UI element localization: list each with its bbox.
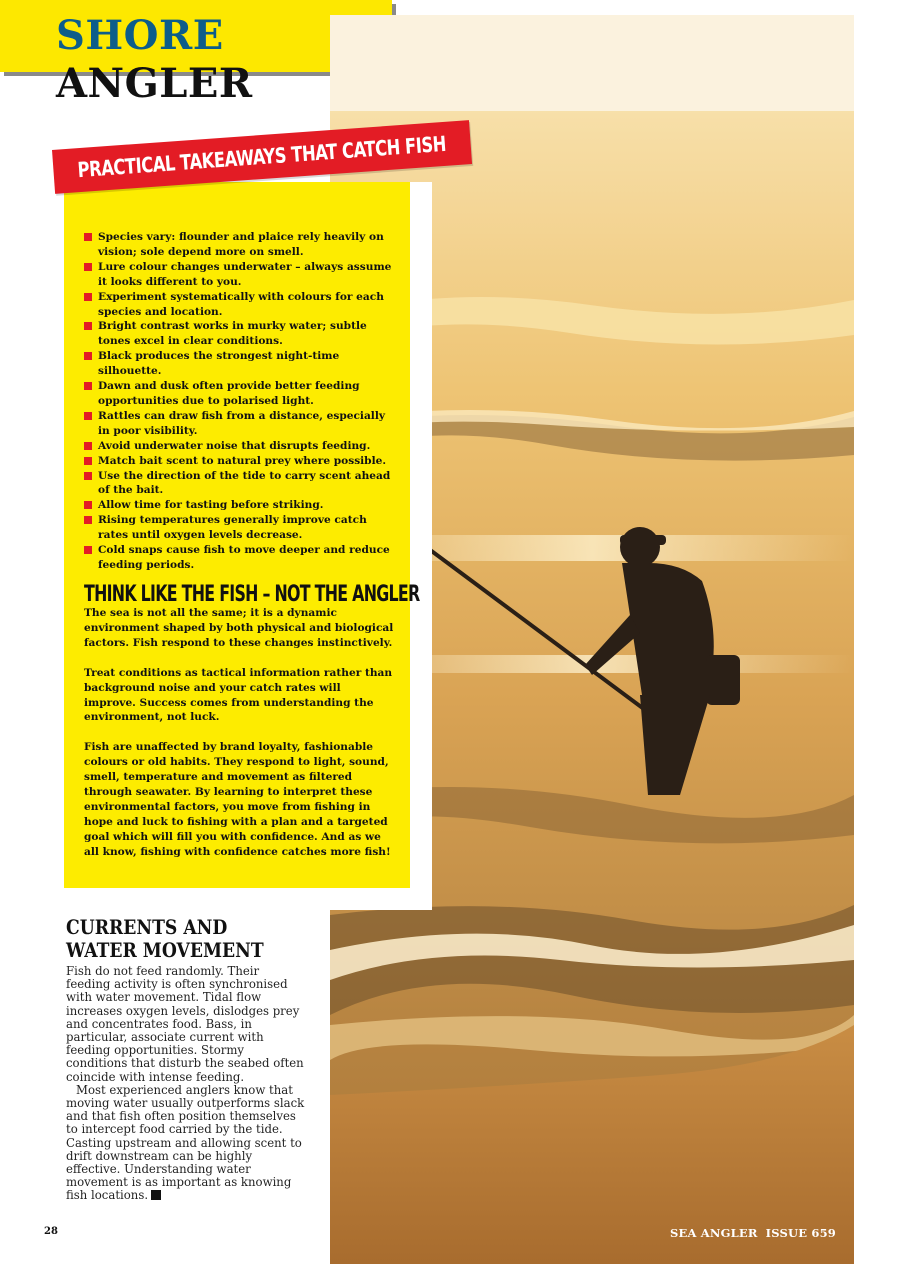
- ribbon-label: PRACTICAL TAKEAWAYS THAT CATCH FISH: [77, 131, 448, 183]
- takeaway-item: Bright contrast works in murky water; subtle tones excel in clear conditions.: [84, 319, 394, 349]
- currents-paragraph: Fish do not feed randomly. Their feeding activity is often synchronised with water movement. Tidal flow increases oxygen levels, dislodges prey and concentrates food. Bass, in particular, associate current with feeding opportunities. Stormy conditions that disturb the seabed often coincide with intense feeding.: [66, 964, 304, 1084]
- currents-paragraph: Most experienced anglers know that moving water usually outperforms slack and that fish often position themselves to intercept food carried by the tide. Casting upstream and allowing scent to drift downstream can be highly effective. Understanding water movement is as important as knowing fish locations.: [66, 1082, 305, 1203]
- think-paragraph: Fish are unaffected by brand loyalty, fashionable colours or old habits. They respond to light, sound, smell, temperature and movement as filtered through seawater. By learning to interpret these environmental factors, you move from fishing in hope and luck to fishing with a plan and a targeted goal which will fill you with confidence. And as we all know, fishing with confidence catches more fish!: [84, 741, 391, 858]
- takeaway-item: Experiment systematically with colours for each species and location.: [84, 290, 394, 320]
- bullet-square-icon: [84, 472, 92, 480]
- takeaway-item: Cold snaps cause fish to move deeper and reduce feeding periods.: [84, 543, 394, 573]
- takeaway-item: Allow time for tasting before striking.: [84, 498, 394, 513]
- footer-issue: ISSUE 659: [765, 1226, 836, 1240]
- bullet-square-icon: [84, 412, 92, 420]
- takeaway-item: Species vary: flounder and plaice rely heavily on vision; sole depend more on smell.: [84, 230, 394, 260]
- takeaway-item: Lure colour changes underwater – always assume it looks different to you.: [84, 260, 394, 290]
- page-number: 28: [44, 1226, 58, 1237]
- takeaway-item: Match bait scent to natural prey where possible.: [84, 454, 394, 469]
- bullet-square-icon: [84, 352, 92, 360]
- currents-heading-line2: WATER MOVEMENT: [66, 938, 264, 962]
- section-title-word1: SHORE: [56, 12, 224, 59]
- takeaway-item: Avoid underwater noise that disrupts feeding.: [84, 439, 394, 454]
- bullet-square-icon: [84, 293, 92, 301]
- magazine-footer: [662, 1226, 836, 1240]
- takeaway-item: Use the direction of the tide to carry scent ahead of the bait.: [84, 469, 394, 499]
- bullet-square-icon: [84, 382, 92, 390]
- think-body: [84, 606, 394, 875]
- currents-heading: [66, 916, 307, 962]
- takeaway-item: Rising temperatures generally improve catch rates until oxygen levels decrease.: [84, 513, 394, 543]
- bullet-square-icon: [84, 233, 92, 241]
- bullet-square-icon: [84, 322, 92, 330]
- footer-magazine: SEA ANGLER: [669, 1226, 758, 1240]
- takeaway-item: Dawn and dusk often provide better feeding opportunities due to polarised light.: [84, 379, 394, 409]
- bullet-square-icon: [84, 516, 92, 524]
- takeaways-list: [84, 230, 394, 573]
- takeaway-item: Black produces the strongest night-time silhouette.: [84, 349, 394, 379]
- takeaway-item: Rattles can draw fish from a distance, especially in poor visibility.: [84, 409, 394, 439]
- bullet-square-icon: [84, 442, 92, 450]
- think-heading: THINK LIKE THE FISH – NOT THE ANGLER: [84, 582, 420, 607]
- section-title-word2: ANGLER: [56, 60, 253, 107]
- end-mark-icon: [151, 1190, 161, 1200]
- bullet-square-icon: [84, 501, 92, 509]
- currents-heading-line1: CURRENTS AND: [66, 915, 228, 939]
- bullet-square-icon: [84, 263, 92, 271]
- think-paragraph: Treat conditions as tactical information rather than background noise and your catch rates will improve. Success comes from understanding the environment, not luck.: [84, 666, 393, 724]
- currents-body: [66, 965, 306, 1203]
- bullet-square-icon: [84, 546, 92, 554]
- bullet-square-icon: [84, 457, 92, 465]
- think-paragraph: The sea is not all the same; it is a dynamic environment shaped by both physical and biological factors. Fish respond to these changes instinctively.: [84, 607, 394, 649]
